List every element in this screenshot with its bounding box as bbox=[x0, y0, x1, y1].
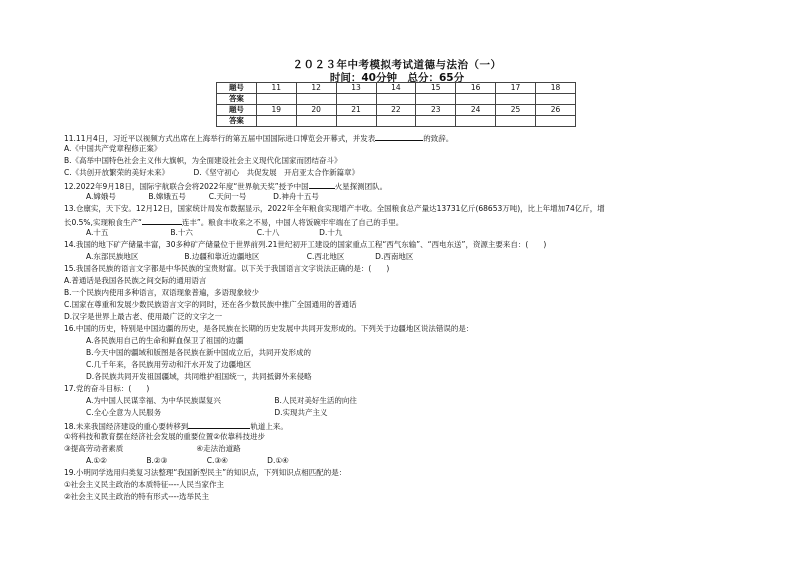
answer-cell[interactable] bbox=[376, 94, 416, 105]
table-cell: 26 bbox=[536, 105, 576, 116]
answer-cell[interactable] bbox=[336, 94, 376, 105]
question-12: 12.2022年9月18日，国际宇航联合会将2022年度“世界航天奖”授予中国 火星探测团队。 bbox=[64, 182, 388, 191]
table-cell-label: 答案 bbox=[217, 116, 257, 127]
table-cell: 11 bbox=[256, 83, 296, 94]
statement-item: ②社会主义民主政治的特有形式----选举民主 bbox=[64, 492, 210, 501]
option-c[interactable]: C.国家在尊重和发展少数民族语言文字的同时，还在各少数民族中推广全国通用的普通话 bbox=[64, 300, 357, 309]
table-cell: 18 bbox=[536, 83, 576, 94]
option-c[interactable]: C.十八 bbox=[256, 228, 280, 237]
option-a[interactable]: A.普通话是我国各民族之间交际的通用语言 bbox=[64, 276, 207, 285]
question-14: 14.我国的地下矿产储量丰富，30多种矿产储量位于世界前列.21世纪初开工建设的国家重点工程“西气东输”、“西电东送”，资源主要来自：( ) bbox=[64, 240, 547, 249]
answer-cell[interactable] bbox=[256, 116, 296, 127]
option-d[interactable]: D.神舟十五号 bbox=[273, 192, 319, 201]
table-cell: 24 bbox=[456, 105, 496, 116]
option-b[interactable]: B.今天中国的疆域和版图是各民族在新中国成立后，共同开发形成的 bbox=[86, 348, 312, 357]
option-d[interactable]: D.《坚守初心 共促发展 开启亚太合作新篇章》 bbox=[193, 168, 360, 177]
table-row bbox=[217, 83, 576, 94]
answer-blank[interactable] bbox=[375, 132, 423, 141]
answer-cell[interactable] bbox=[496, 94, 536, 105]
question-16: 16.中国的历史，特别是中国边疆的历史，是各民族在长期的历史发展中共同开发形成的。下列关于边疆地区说法错误的是： bbox=[64, 324, 474, 333]
option-a[interactable]: A.十五 bbox=[86, 228, 109, 237]
answer-cell[interactable] bbox=[296, 94, 336, 105]
answer-cell[interactable] bbox=[256, 94, 296, 105]
question-17-options-ab bbox=[86, 396, 357, 406]
table-row bbox=[217, 105, 576, 116]
table-cell: 14 bbox=[376, 83, 416, 94]
answer-cell[interactable] bbox=[456, 116, 496, 127]
table-cell: 25 bbox=[496, 105, 536, 116]
question-12-options bbox=[86, 192, 319, 202]
statement-item: ①社会主义民主政治的本质特征----人民当家作主 bbox=[64, 480, 225, 489]
option-d[interactable]: D.十九 bbox=[319, 228, 343, 237]
table-cell-label: 题号 bbox=[217, 105, 257, 116]
option-a[interactable]: A.①② bbox=[86, 456, 107, 465]
answer-cell[interactable] bbox=[536, 116, 576, 127]
question-17-options-cd bbox=[86, 408, 328, 418]
statement-list: ③提高劳动者素质 ④走法治道路 bbox=[64, 444, 241, 453]
option-a[interactable]: A.嫦娥号 bbox=[86, 192, 116, 201]
answer-cell[interactable] bbox=[416, 94, 456, 105]
table-cell-label: 答案 bbox=[217, 94, 257, 105]
option-a[interactable]: A.各民族用自己的生命和鲜血保卫了祖国的边疆 bbox=[86, 336, 244, 345]
table-cell: 16 bbox=[456, 83, 496, 94]
question-13: 13.仓廪实，天下安。12月12日，国家统计局发布数据显示，2022年全年粮食实现增产丰收。全国粮食总产量达13731亿斤(68653万吨)，比上年增加74亿斤，增 bbox=[64, 204, 605, 213]
table-row bbox=[217, 94, 576, 105]
question-11: 11.11月4日，习近平以视频方式出席在上海举行的第五届中国国际进口博览会开幕式，并发表 的致辞。 bbox=[64, 134, 454, 143]
answer-table bbox=[216, 82, 576, 127]
option-c[interactable]: C.《共创开放繁荣的美好未来》 bbox=[64, 168, 170, 177]
option-b[interactable]: B.《高举中国特色社会主义伟大旗帜，为全面建设社会主义现代化国家而团结奋斗》 bbox=[64, 156, 342, 165]
question-14-options bbox=[86, 252, 413, 262]
answer-cell[interactable] bbox=[416, 116, 456, 127]
question-19: 19.小明同学选用归类复习法整理“我国新型民主”的知识点，下列知识点相匹配的是： bbox=[64, 468, 347, 477]
option-a[interactable]: A.《中国共产党章程修正案》 bbox=[64, 144, 162, 153]
statement-list: ①将科技和教育摆在经济社会发展的重要位置②依靠科技进步 bbox=[64, 432, 265, 441]
table-cell: 19 bbox=[256, 105, 296, 116]
option-a[interactable]: A.为中国人民谋幸福、为中华民族谋复兴 bbox=[86, 396, 221, 405]
question-15: 15.我国各民族的语言文字都是中华民族的宝贵财富。以下关于我国语言文字说法正确的是：( ) bbox=[64, 264, 390, 273]
question-18-options bbox=[86, 456, 289, 466]
option-b[interactable]: B.边疆和靠近边疆地区 bbox=[184, 252, 260, 261]
option-c[interactable]: C.全心全意为人民服务 bbox=[86, 408, 162, 417]
table-cell: 20 bbox=[296, 105, 336, 116]
table-cell: 15 bbox=[416, 83, 456, 94]
exam-title: ２０２３年中考模拟考试道德与法治（一） bbox=[292, 59, 502, 71]
answer-cell[interactable] bbox=[536, 94, 576, 105]
exam-meta: 时间：40分钟 总分：65分 bbox=[329, 72, 465, 84]
answer-cell[interactable] bbox=[456, 94, 496, 105]
answer-cell[interactable] bbox=[296, 116, 336, 127]
option-d[interactable]: D.①④ bbox=[267, 456, 289, 465]
answer-blank[interactable] bbox=[188, 420, 250, 429]
option-b[interactable]: B.十六 bbox=[170, 228, 193, 237]
option-a[interactable]: A.东部民族地区 bbox=[86, 252, 139, 261]
table-row bbox=[217, 116, 576, 127]
table-cell: 23 bbox=[416, 105, 456, 116]
table-cell: 13 bbox=[336, 83, 376, 94]
option-c[interactable]: C.③④ bbox=[206, 456, 228, 465]
option-d[interactable]: D.汉字是世界上最古老、使用最广泛的文字之一 bbox=[64, 312, 223, 321]
table-cell: 21 bbox=[336, 105, 376, 116]
option-c[interactable]: C.西北地区 bbox=[306, 252, 345, 261]
table-cell-label: 题号 bbox=[217, 83, 257, 94]
answer-cell[interactable] bbox=[496, 116, 536, 127]
table-cell: 12 bbox=[296, 83, 336, 94]
table-cell: 22 bbox=[376, 105, 416, 116]
option-c[interactable]: C.天问一号 bbox=[208, 192, 247, 201]
answer-blank[interactable] bbox=[309, 180, 335, 189]
table-cell: 17 bbox=[496, 83, 536, 94]
question-13-cont: 长0.5%,实现粮食生产“ 连丰”。粮食丰收来之不易，中国人将饭碗牢牢端在了自己的手里。 bbox=[64, 218, 404, 227]
question-18: 18.未来我国经济建设的重心要转移到 轨道上来。 bbox=[64, 422, 288, 431]
option-b[interactable]: B.嫦娥五号 bbox=[148, 192, 186, 201]
option-d[interactable]: D.西南地区 bbox=[375, 252, 414, 261]
option-c[interactable]: C.几千年来，各民族用劳动和汗水开发了边疆地区 bbox=[86, 360, 252, 369]
answer-cell[interactable] bbox=[336, 116, 376, 127]
option-b[interactable]: B.②③ bbox=[146, 456, 168, 465]
option-d[interactable]: D.各民族共同开发祖国疆域，共同维护祖国统一，共同抵御外来侵略 bbox=[86, 372, 312, 381]
option-b[interactable]: B.一个民族内使用多种语言，双语现象普遍，多语现象较少 bbox=[64, 288, 260, 297]
answer-cell[interactable] bbox=[376, 116, 416, 127]
question-11-options-cd bbox=[64, 168, 359, 178]
option-b[interactable]: B.人民对美好生活的向往 bbox=[274, 396, 357, 405]
question-17: 17.党的奋斗目标：( ) bbox=[64, 384, 150, 393]
question-13-options bbox=[86, 228, 342, 238]
option-d[interactable]: D.实现共产主义 bbox=[274, 408, 328, 417]
answer-blank[interactable] bbox=[142, 216, 182, 225]
